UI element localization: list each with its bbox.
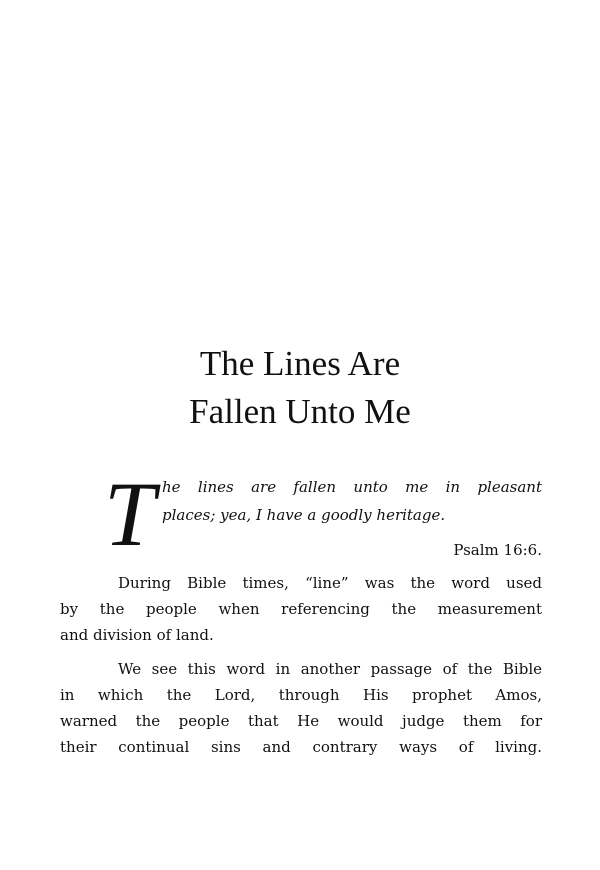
scripture-citation: Psalm 16:6.	[453, 541, 542, 559]
epigraph-line-2: places; yea, I have a goodly heritage.	[162, 506, 446, 524]
epigraph-line-1: he lines are fallen unto me in pleasant	[162, 478, 542, 496]
chapter-title-line-2: Fallen Unto Me	[189, 392, 411, 431]
body-paragraph-2	[60, 656, 542, 760]
paragraph-line: in which the Lord, through His prophet Amos,	[60, 686, 542, 704]
paragraph-line: During Bible times, “line” was the word used	[118, 574, 542, 592]
body-paragraph-1	[60, 570, 542, 648]
paragraph-line: and division of land.	[60, 626, 214, 644]
paragraph-line: by the people when referencing the measurement	[60, 600, 542, 618]
drop-cap: T	[104, 463, 156, 565]
chapter-title	[0, 340, 600, 436]
paragraph-line: warned the people that He would judge them for	[60, 712, 542, 730]
paragraph-line: We see this word in another passage of the Bible	[118, 660, 542, 678]
paragraph-line: their continual sins and contrary ways of living.	[60, 738, 542, 756]
chapter-title-line-1: The Lines Are	[199, 344, 401, 383]
